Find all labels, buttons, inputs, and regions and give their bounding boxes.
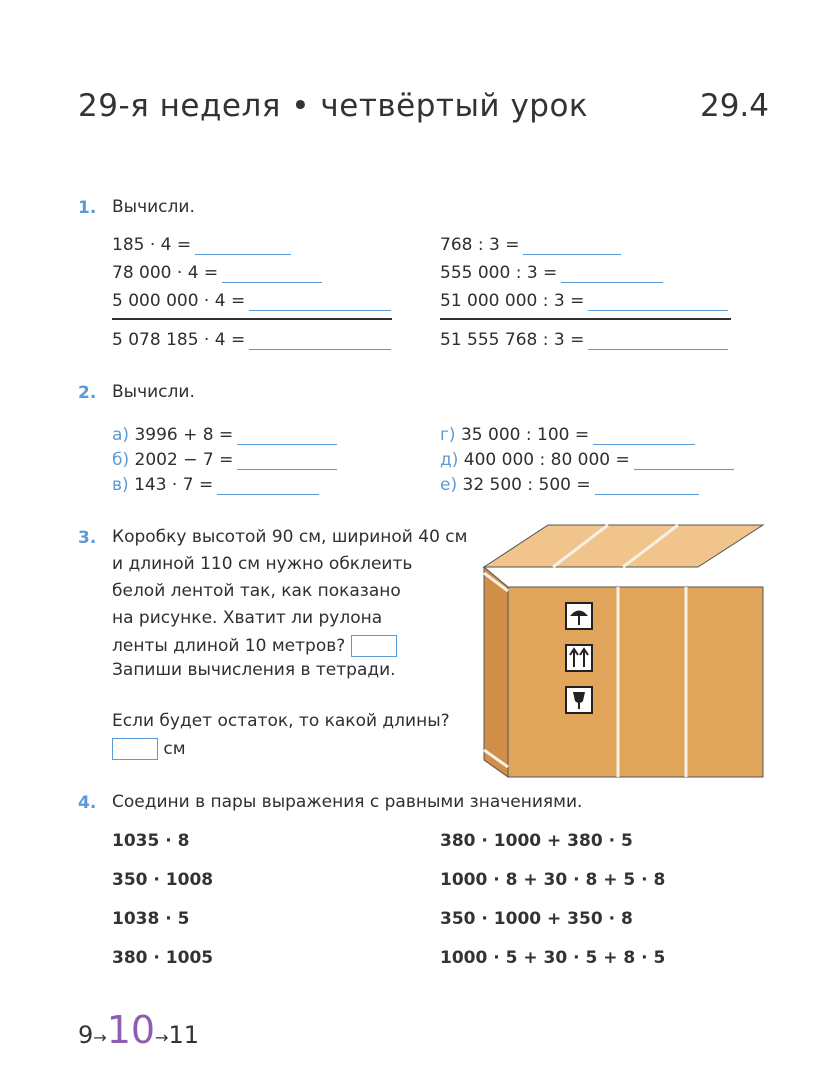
- item-letter: б): [112, 450, 130, 470]
- task3-line: Запиши вычисления в тетради.: [112, 660, 396, 680]
- current-page: 10: [106, 1008, 156, 1052]
- box-front-face: [508, 587, 763, 777]
- answer-line[interactable]: [588, 292, 728, 311]
- expression: 3996 + 8 =: [134, 425, 234, 445]
- task4-right-expression[interactable]: 350 · 1000 + 350 · 8: [440, 909, 633, 929]
- task1-right-row: [440, 291, 728, 311]
- task1-left-row: [112, 291, 391, 311]
- expression: 143 · 7 =: [134, 475, 214, 495]
- expression: 32 500 : 500 =: [462, 475, 591, 495]
- task4-right-expression[interactable]: 1000 · 5 + 30 · 5 + 8 · 5: [440, 948, 666, 968]
- umbrella-icon: [566, 603, 592, 629]
- task1-right-row: [440, 235, 621, 255]
- answer-line[interactable]: [588, 331, 728, 350]
- expression: 5 000 000 · 4 =: [112, 291, 246, 311]
- task3-line: на рисунке. Хватит ли рулона: [112, 608, 383, 628]
- expression: 185 · 4 =: [112, 235, 192, 255]
- expression: 51 555 768 : 3 =: [440, 330, 585, 350]
- answer-line[interactable]: [237, 426, 337, 445]
- unit-label: см: [163, 739, 186, 759]
- task4-left-expression[interactable]: 1035 · 8: [112, 831, 190, 851]
- task4-left-expression[interactable]: 380 · 1005: [112, 948, 214, 968]
- task2-item: [112, 475, 319, 495]
- task3-remainder-question: Если будет остаток, то какой длины?: [112, 711, 450, 731]
- expression: 35 000 : 100 =: [460, 425, 590, 445]
- task2-number: 2.: [78, 383, 97, 403]
- task3-line: [112, 635, 397, 657]
- answer-line[interactable]: [249, 292, 391, 311]
- expression: 768 : 3 =: [440, 235, 520, 255]
- task1-left-row: [112, 235, 291, 255]
- page-navigation: [78, 1008, 199, 1052]
- task2-item: [112, 425, 337, 445]
- task4-right-expression[interactable]: 380 · 1000 + 380 · 5: [440, 831, 633, 851]
- item-letter: г): [440, 425, 456, 445]
- prev-page[interactable]: 9: [78, 1021, 94, 1049]
- task1-right-row: [440, 263, 663, 283]
- expression: 5 078 185 · 4 =: [112, 330, 246, 350]
- task3-number: 3.: [78, 528, 97, 548]
- box-illustration: [478, 515, 768, 780]
- answer-box[interactable]: [112, 738, 158, 760]
- answer-line[interactable]: [249, 331, 391, 350]
- expression: 2002 − 7 =: [134, 450, 234, 470]
- expression: 78 000 · 4 =: [112, 263, 219, 283]
- arrow-right-icon: →: [155, 1028, 169, 1047]
- task1-number: 1.: [78, 198, 97, 218]
- task3-question-text: ленты длиной 10 метров?: [112, 636, 346, 656]
- this-way-up-icon: [566, 645, 592, 671]
- answer-line[interactable]: [595, 476, 699, 495]
- task2-item: [440, 450, 734, 470]
- task3-line: белой лентой так, как показано: [112, 581, 401, 601]
- fragile-glass-icon: [566, 687, 592, 713]
- box-side-face: [484, 567, 508, 777]
- expression: 400 000 : 80 000 =: [463, 450, 630, 470]
- answer-line[interactable]: [523, 236, 621, 255]
- expression: 51 000 000 : 3 =: [440, 291, 585, 311]
- task3-remainder-answer: [112, 738, 186, 760]
- divider: [112, 318, 392, 320]
- item-letter: е): [440, 475, 458, 495]
- lesson-number: 29.4: [699, 88, 769, 124]
- task2-prompt: Вычисли.: [112, 382, 195, 402]
- task3-line: и длиной 110 см нужно обклеить: [112, 554, 413, 574]
- task3-line: Коробку высотой 90 см, шириной 40 см: [112, 527, 468, 547]
- item-letter: а): [112, 425, 130, 445]
- task2-item: [440, 475, 699, 495]
- task2-item: [440, 425, 695, 445]
- answer-line[interactable]: [237, 451, 337, 470]
- task4-left-expression[interactable]: 350 · 1008: [112, 870, 214, 890]
- page-title: 29-я неделя • четвёртый урок: [78, 88, 589, 124]
- answer-line[interactable]: [634, 451, 734, 470]
- box-top-face: [484, 525, 763, 567]
- arrow-right-icon: →: [93, 1028, 107, 1047]
- answer-box[interactable]: [351, 635, 397, 657]
- task4-prompt: Соедини в пары выражения с равными значениями.: [112, 792, 583, 812]
- task1-prompt: Вычисли.: [112, 197, 195, 217]
- expression: 555 000 : 3 =: [440, 263, 558, 283]
- answer-line[interactable]: [593, 426, 695, 445]
- task4-right-expression[interactable]: 1000 · 8 + 30 · 8 + 5 · 8: [440, 870, 666, 890]
- answer-line[interactable]: [561, 264, 663, 283]
- item-letter: в): [112, 475, 129, 495]
- task1-right-row: [440, 330, 728, 350]
- task4-number: 4.: [78, 793, 97, 813]
- task1-left-row: [112, 330, 391, 350]
- answer-line[interactable]: [222, 264, 322, 283]
- answer-line[interactable]: [195, 236, 291, 255]
- next-page[interactable]: 11: [168, 1021, 199, 1049]
- answer-line[interactable]: [217, 476, 319, 495]
- task1-left-row: [112, 263, 322, 283]
- task4-left-expression[interactable]: 1038 · 5: [112, 909, 190, 929]
- item-letter: д): [440, 450, 459, 470]
- task2-item: [112, 450, 337, 470]
- divider: [440, 318, 731, 320]
